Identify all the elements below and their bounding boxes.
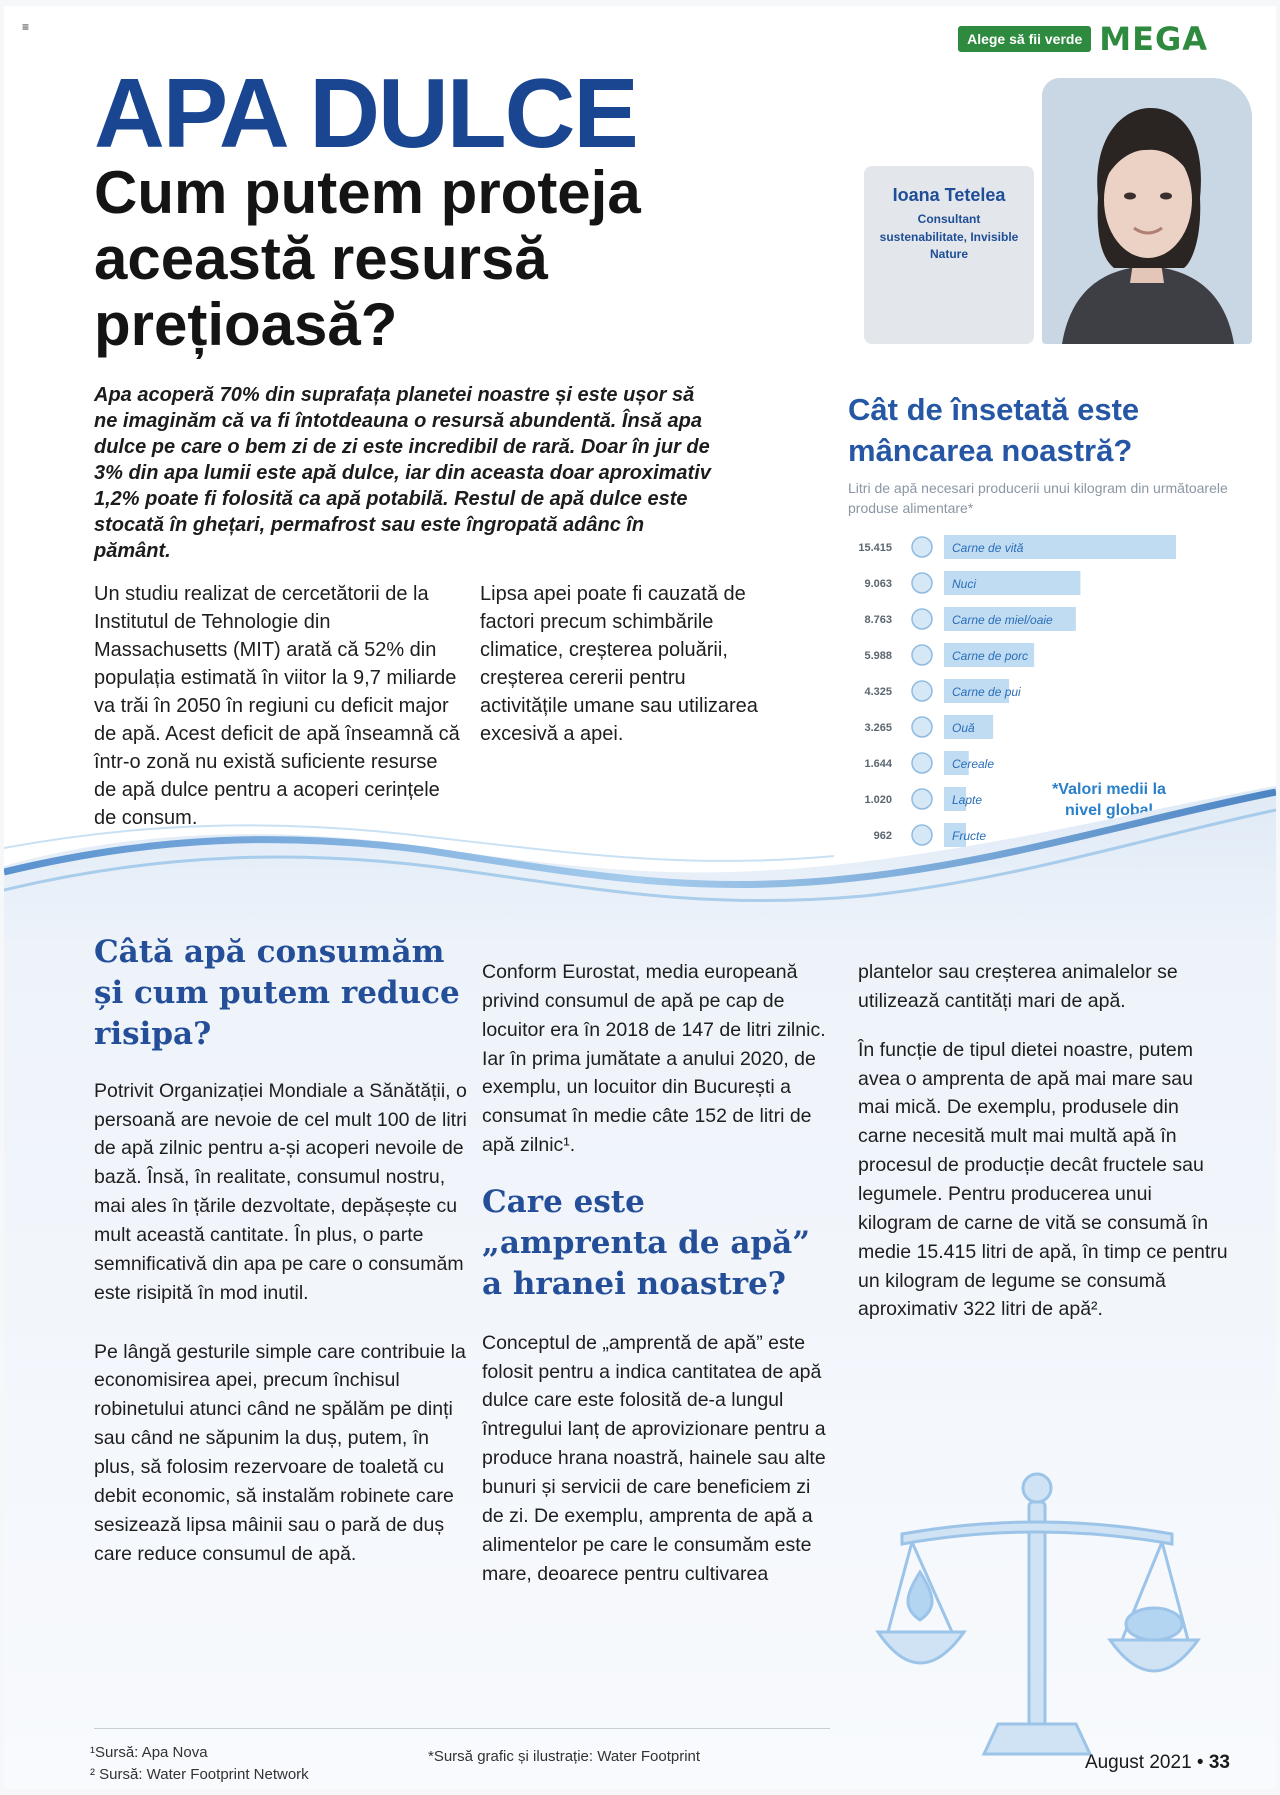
magazine-page (4, 6, 1276, 1789)
page-title: APA DULCE (94, 58, 637, 168)
column-3 (858, 958, 1228, 1324)
brand-header (958, 20, 1208, 58)
author-photo (1042, 78, 1252, 344)
graphic-credit: *Sursă grafic și ilustrație: Water Footprint (428, 1748, 701, 1765)
chart-category-label: Carne de porc (952, 649, 1029, 663)
chart-value-label: 15.415 (858, 542, 892, 554)
brand-tagline: Alege să fii verde (958, 26, 1091, 52)
eurostat-paragraph: Conform Eurostat, media europeană privind consumul de apă pe cap de locuitor era în 2018 de 147 de litri zilnic. Iar în prima jumătate a anului 2020, de exemplu, un locuitor din București a consumat în medie câte 152 de litri de apă zilnic¹. (482, 961, 826, 1157)
chart-category-label: Ouă (952, 721, 975, 735)
food-icon (912, 645, 932, 665)
section-heading-footprint: Care este „amprenta de apă” a hranei noastre? (482, 1184, 811, 1302)
infographic-title: Cât de însetată este mâncarea noastră? (848, 392, 1140, 468)
chart-value-label: 962 (873, 830, 892, 842)
chart-category-label: Carne de pui (952, 685, 1021, 699)
infographic-note: *Valori medii la nivel global (1052, 781, 1166, 819)
chart-category-label: Nuci (952, 577, 977, 591)
chart-value-label: 1.020 (864, 794, 892, 806)
author-role: Consultant sustenabilitate, Invisible Nature (879, 212, 1019, 262)
food-icon (912, 609, 932, 629)
chart-value-label: 9.063 (864, 578, 892, 590)
section-heading-consumption: Câtă apă consumăm și cum putem reduce risipa? (94, 934, 460, 1052)
chart-value-label: 4.325 (864, 686, 892, 698)
brand-logo: MEGA (1099, 20, 1208, 58)
chart-value-label: 1.644 (864, 758, 892, 770)
chart-category-label: Lapte (952, 793, 983, 807)
food-icon (912, 573, 932, 593)
section1-paragraph-1: Potrivit Organizației Mondiale a Sănătății, o persoană are nevoie de cel mult 100 de litri de apă zilnic pentru a-și acoperi nevoile de bază. Însă, în realitate, consumul nostru, mai ales în țările dezvoltate, depășește cu mult această cantitate. În plus, o parte semnificativă din apa pe care o consumăm este risipită în mod inutil. (94, 1079, 467, 1304)
chart-category-label: Carne de vită (952, 541, 1024, 555)
intro-text-2: Lipsa apei poate fi cauzată de factori precum schimbările climatice, creșterea poluării, creșterea cererii pentru activitățile umane sau utilizarea excesivă a apei. (480, 583, 758, 745)
footnotes (90, 1742, 309, 1786)
intro-column-2 (480, 580, 770, 748)
footnote-1: ¹Sursă: Apa Nova (90, 1744, 208, 1761)
author-name: Ioana Tetelea (892, 185, 1006, 205)
food-icon (912, 681, 932, 701)
chart-category-label: Cereale (952, 757, 995, 771)
column3-paragraph-2: În funcție de tipul dietei noastre, putem avea o amprenta de apă mai mare sau mai mică. De exemplu, produsele din carne necesită mult mai multă apă în procesul de producție decât fructele sau legumele. Pentru producerea unui kilogram de carne de vită se consumă în medie 15.415 litri de apă, în timp ce pentru un kilogram de legume se consumă aproximativ 322 litri de apă². (858, 1038, 1228, 1321)
footer-rule (94, 1728, 830, 1729)
infographic-subtitle: Litri de apă necesari producerii unui kilogram din următoarele produse alimentare* (848, 480, 1228, 517)
column3-paragraph-1: plantelor sau creșterea animalelor se utilizează cantități mari de apă. (858, 961, 1178, 1012)
author-card (864, 166, 1034, 344)
column-2 (482, 958, 832, 1588)
chart-value-label: 8.763 (864, 614, 892, 626)
page-number: August 2021 • 33 (1084, 1752, 1230, 1773)
menu-icon[interactable]: ≡ (22, 20, 30, 34)
food-icon (912, 753, 932, 773)
food-icon (912, 537, 932, 557)
chart-category-label: Fructe (952, 829, 987, 843)
chart-value-label: 5.988 (864, 650, 892, 662)
lead-paragraph: Apa acoperă 70% din suprafața planetei noastre și este ușor să ne imaginăm că va fi întotdeauna o resursă abundentă. Însă apa dulce pe care o bem zi de zi este incredibil de rară. Doar în jur de 3% din apa lumii este apă dulce, iar din aceasta doar aproximativ 1,2% poate fi folosită ca apă potabilă. Restul de apă dulce este stocată în ghețari, permafrost sau este îngropată adânc în pământ. (94, 384, 711, 562)
page-subtitle: Cum putem proteja această resursă prețioasă? (94, 159, 641, 358)
issue-date: August 2021 (1084, 1752, 1192, 1773)
food-icon (912, 717, 932, 737)
intro-text-1: Un studiu realizat de cercetătorii de la Institutul de Tehnologie din Massachusetts (MIT) arată că 52% din populația estimată în viitor la 9,7 miliarde va trăi în 2050 în regiuni cu deficit major de apă. Acest deficit de apă înseamnă că într-o zonă nu există suficiente resurse de apă dulce pentru a acoperi cerințele de consum. (94, 583, 460, 829)
footnote-2: ² Sursă: Water Footprint Network (90, 1765, 309, 1783)
balance-scale-icon (872, 1462, 1202, 1762)
section1-paragraph-2: Pe lângă gesturile simple care contribuie la economisirea apei, precum închisul robinetului atunci când ne spălăm pe dinți sau când ne săpunim la duș, putem, în plus, să folosim rezervoare de toaletă cu debit economic, să instalăm robinete care sesizează lipsa mâinii sau o pară de duș care reduce consumul de apă. (94, 1340, 466, 1565)
author-portrait-icon (1042, 78, 1252, 344)
page-number-value: 33 (1208, 1752, 1230, 1773)
chart-category-label: Carne de miel/oaie (952, 613, 1053, 627)
column-1 (94, 932, 474, 1568)
footprint-paragraph: Conceptul de „amprentă de apă” este folosit pentru a indica cantitatea de apă dulce care este folosită de-a lungul întregului lanț de aprovizionare pentru a produce hrana noastră, hainele sau alte bunuri și servicii de care beneficiem zi de zi. De exemplu, amprenta de apă a alimentelor pe care le consumăm este mare, deoarece pentru cultivarea (482, 1331, 826, 1585)
chart-value-label: 3.265 (864, 722, 892, 734)
